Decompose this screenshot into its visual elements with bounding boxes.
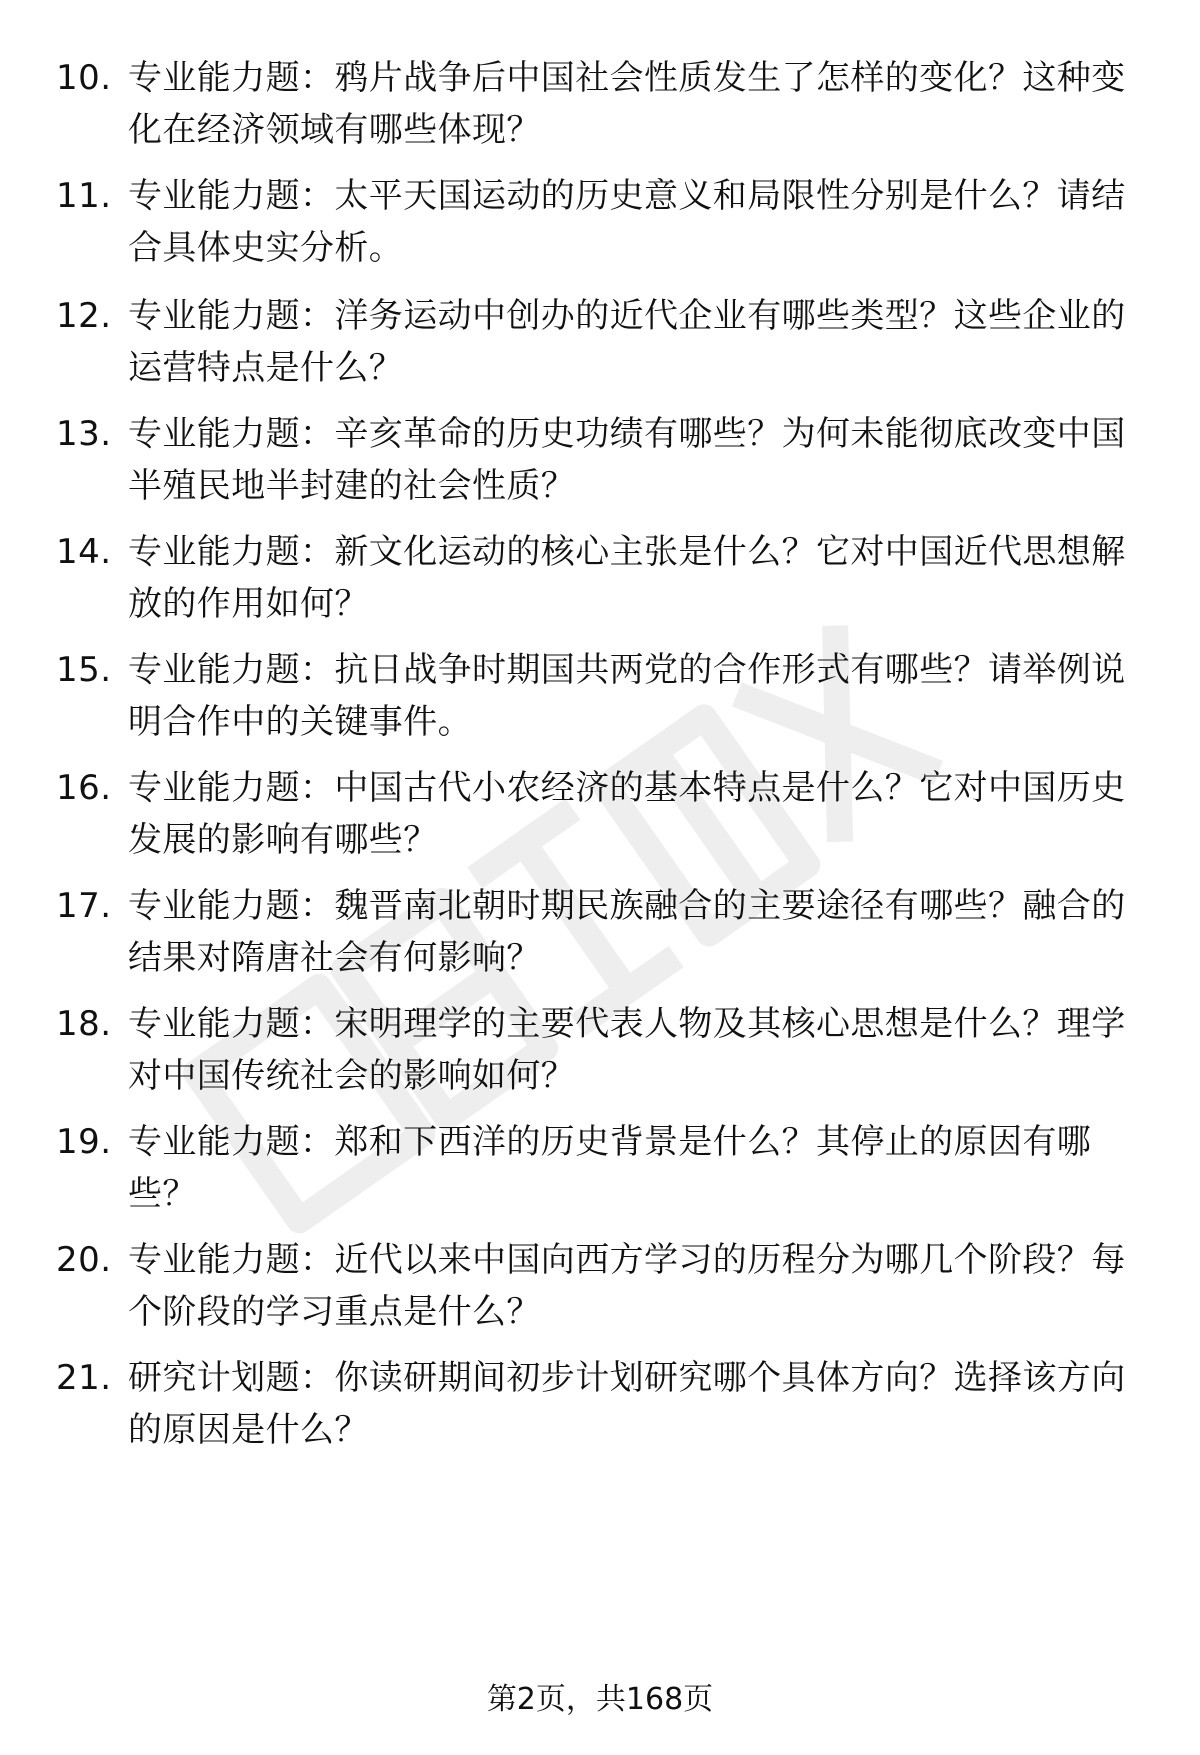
question-text: 专业能力题：洋务运动中创办的近代企业有哪些类型？这些企业的运营特点是什么？ [128,296,1126,388]
question-number: 20. [56,1240,112,1280]
question-text: 专业能力题：近代以来中国向西方学习的历程分为哪几个阶段？每个阶段的学习重点是什么？ [128,1240,1126,1332]
list-item [0,170,1200,280]
list-item [0,1352,1200,1462]
list-item [0,52,1200,162]
question-number: 17. [56,886,112,926]
list-item [0,1234,1200,1344]
question-text: 专业能力题：新文化运动的核心主张是什么？它对中国近代思想解放的作用如何？ [128,532,1126,624]
question-number: 12. [56,296,112,336]
page-number: 第2页，共168页 [486,1682,714,1717]
question-text: 专业能力题：鸦片战争后中国社会性质发生了怎样的变化？这种变化在经济领域有哪些体现？ [128,58,1126,150]
question-number: 10. [56,58,112,98]
question-text: 专业能力题：辛亥革命的历史功绩有哪些？为何未能彻底改变中国半殖民地半封建的社会性质？ [128,414,1126,506]
question-number: 14. [56,532,112,572]
question-text: 研究计划题：你读研期间初步计划研究哪个具体方向？选择该方向的原因是什么？ [128,1358,1126,1450]
question-number: 11. [56,176,112,216]
list-item [0,998,1200,1108]
question-text: 专业能力题：宋明理学的主要代表人物及其核心思想是什么？理学对中国传统社会的影响如何？ [128,1004,1126,1096]
question-number: 15. [56,650,112,690]
question-number: 13. [56,414,112,454]
list-item [0,880,1200,990]
question-text: 专业能力题：郑和下西洋的历史背景是什么？其停止的原因有哪些？ [128,1122,1092,1214]
question-text: 专业能力题：抗日战争时期国共两党的合作形式有哪些？请举例说明合作中的关键事件。 [128,650,1126,742]
question-text: 专业能力题：太平天国运动的历史意义和局限性分别是什么？请结合具体史实分析。 [128,176,1126,268]
list-item [0,762,1200,872]
question-number: 19. [56,1122,112,1162]
list-item [0,1116,1200,1226]
list-item [0,526,1200,636]
question-number: 16. [56,768,112,808]
question-number: 21. [56,1358,112,1398]
question-number: 18. [56,1004,112,1044]
question-text: 专业能力题：中国古代小农经济的基本特点是什么？它对中国历史发展的影响有哪些？ [128,768,1126,860]
question-text: 专业能力题：魏晋南北朝时期民族融合的主要途径有哪些？融合的结果对隋唐社会有何影响？ [128,886,1126,978]
list-item [0,644,1200,754]
list-item [0,290,1200,400]
list-item [0,408,1200,518]
